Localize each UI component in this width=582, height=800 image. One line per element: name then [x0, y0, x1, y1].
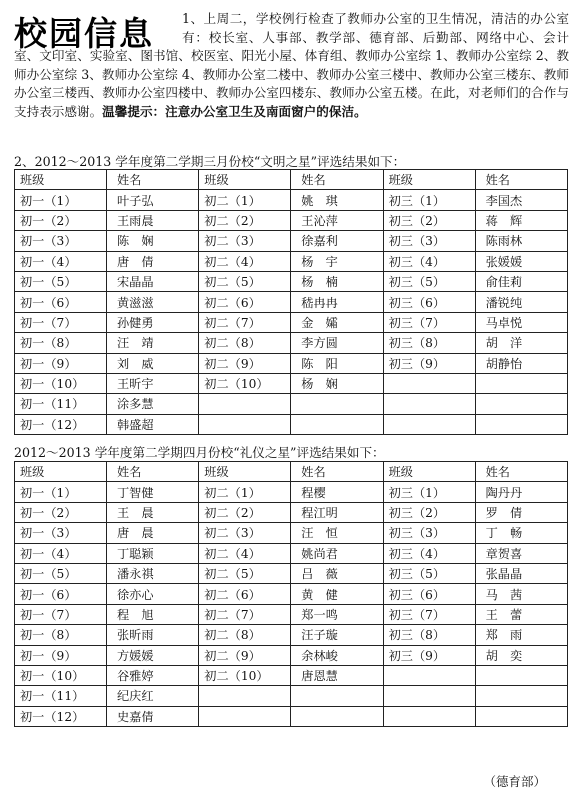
- student-name-cell: 韩盛超: [107, 414, 199, 434]
- class-cell: 初二（10）: [199, 373, 291, 393]
- student-name-cell: 马 茜: [475, 584, 567, 604]
- masthead-title: 校园信息: [14, 14, 154, 53]
- header-name: 姓名: [107, 462, 199, 482]
- class-cell: 初一（11）: [15, 394, 107, 414]
- student-name-cell: 张晶晶: [475, 563, 567, 583]
- student-name-cell: 陶丹丹: [475, 482, 567, 502]
- class-cell: 初一（2）: [15, 210, 107, 230]
- student-name-cell: 吕 薇: [291, 563, 383, 583]
- student-name-cell: 孙健勇: [107, 312, 199, 332]
- student-name-cell: 杨 娴: [291, 373, 383, 393]
- student-name-cell: 黄滋滋: [107, 292, 199, 312]
- notice-body: 1、上周二，学校例行检查了教师办公室的卫生情况，清洁的办公室有：校长室、人事部、教学部、德育部、后勤部、网络中心、会计室、文印室、实验室、图书馆、校医室、阳光小屋、体育组、教师办公室综 1、教师办公室综 2、教师办公室综 3、教师办公室综 4、教师办公室二楼中、教师办公室三楼中、教师办公室三楼东、教师办公室三楼西、教师办公室四楼中、教师办公室四楼东、教师办公室五楼。在此，对老师们的合作与支持表示感谢。: [14, 11, 569, 119]
- student-name-cell: 马卓悦: [475, 312, 567, 332]
- class-cell: 初三（3）: [383, 231, 475, 251]
- class-cell: [383, 665, 475, 685]
- class-cell: 初一（5）: [15, 563, 107, 583]
- header-row: [15, 462, 568, 482]
- header-name: 姓名: [291, 462, 383, 482]
- notice-paragraph: [14, 10, 569, 122]
- student-name-cell: 汪 靖: [107, 333, 199, 353]
- student-name-cell: 俞佳莉: [475, 271, 567, 291]
- class-cell: 初三（5）: [383, 271, 475, 291]
- table-row: [15, 625, 568, 645]
- student-name-cell: 嵇冉冉: [291, 292, 383, 312]
- class-cell: 初三（1）: [383, 190, 475, 210]
- class-cell: 初一（11）: [15, 686, 107, 706]
- class-cell: 初一（9）: [15, 353, 107, 373]
- class-cell: 初二（9）: [199, 353, 291, 373]
- table-row: [15, 271, 568, 291]
- student-name-cell: 谷雅婷: [107, 665, 199, 685]
- header-name: 姓名: [475, 462, 567, 482]
- student-name-cell: [475, 686, 567, 706]
- table-row: [15, 353, 568, 373]
- student-name-cell: 王昕宇: [107, 373, 199, 393]
- student-name-cell: 郑一鸣: [291, 604, 383, 624]
- class-cell: 初二（2）: [199, 210, 291, 230]
- class-cell: [199, 414, 291, 434]
- student-name-cell: 程 旭: [107, 604, 199, 624]
- student-name-cell: [291, 414, 383, 434]
- class-cell: 初一（4）: [15, 543, 107, 563]
- class-cell: 初三（2）: [383, 502, 475, 522]
- student-name-cell: 王 蕾: [475, 604, 567, 624]
- table-row: [15, 523, 568, 543]
- header-name: 姓名: [291, 170, 383, 190]
- student-name-cell: 王 晨: [107, 502, 199, 522]
- table-row: [15, 482, 568, 502]
- table-row: [15, 563, 568, 583]
- student-name-cell: 姚尚君: [291, 543, 383, 563]
- student-name-cell: 姚 琪: [291, 190, 383, 210]
- class-cell: 初二（3）: [199, 231, 291, 251]
- class-cell: 初一（6）: [15, 584, 107, 604]
- class-cell: 初三（9）: [383, 353, 475, 373]
- class-cell: [383, 373, 475, 393]
- class-cell: 初一（10）: [15, 373, 107, 393]
- table-row: [15, 210, 568, 230]
- student-name-cell: 郑 雨: [475, 625, 567, 645]
- student-name-cell: [291, 706, 383, 726]
- student-name-cell: 纪庆红: [107, 686, 199, 706]
- class-cell: 初一（7）: [15, 604, 107, 624]
- class-cell: 初一（2）: [15, 502, 107, 522]
- notice-tip: 温馨提示：注意办公室卫生及南面窗户的保洁。: [102, 103, 367, 119]
- student-name-cell: 方媛媛: [107, 645, 199, 665]
- header-name: 姓名: [475, 170, 567, 190]
- student-name-cell: [475, 394, 567, 414]
- footer-signature: （德育部）: [483, 774, 546, 789]
- class-cell: 初一（1）: [15, 190, 107, 210]
- header-name: 姓名: [107, 170, 199, 190]
- class-cell: 初二（1）: [199, 190, 291, 210]
- student-name-cell: 金 孀: [291, 312, 383, 332]
- table-row: [15, 706, 568, 726]
- class-cell: [383, 414, 475, 434]
- table-row: [15, 231, 568, 251]
- student-name-cell: 徐亦心: [107, 584, 199, 604]
- class-cell: 初三（4）: [383, 251, 475, 271]
- student-name-cell: 徐嘉利: [291, 231, 383, 251]
- student-name-cell: [475, 665, 567, 685]
- student-name-cell: 罗 倩: [475, 502, 567, 522]
- student-name-cell: 刘 威: [107, 353, 199, 373]
- class-cell: 初三（7）: [383, 604, 475, 624]
- class-cell: 初一（4）: [15, 251, 107, 271]
- table-civil-stars: [14, 169, 568, 435]
- class-cell: 初一（7）: [15, 312, 107, 332]
- student-name-cell: 王雨晨: [107, 210, 199, 230]
- class-cell: 初三（9）: [383, 645, 475, 665]
- student-name-cell: 胡 奕: [475, 645, 567, 665]
- header-class: 班级: [383, 462, 475, 482]
- student-name-cell: 陈 娴: [107, 231, 199, 251]
- table-row: [15, 686, 568, 706]
- class-cell: 初一（6）: [15, 292, 107, 312]
- class-cell: 初二（6）: [199, 584, 291, 604]
- student-name-cell: [291, 686, 383, 706]
- class-cell: 初三（1）: [383, 482, 475, 502]
- class-cell: 初三（8）: [383, 333, 475, 353]
- class-cell: 初二（5）: [199, 271, 291, 291]
- class-cell: [199, 686, 291, 706]
- table-row: [15, 292, 568, 312]
- student-name-cell: [475, 373, 567, 393]
- header-class: 班级: [199, 462, 291, 482]
- class-cell: 初二（4）: [199, 251, 291, 271]
- class-cell: 初一（8）: [15, 625, 107, 645]
- student-name-cell: 蒋 辉: [475, 210, 567, 230]
- class-cell: 初二（9）: [199, 645, 291, 665]
- class-cell: 初二（1）: [199, 482, 291, 502]
- student-name-cell: 史嘉倩: [107, 706, 199, 726]
- class-cell: 初一（3）: [15, 231, 107, 251]
- class-cell: 初三（5）: [383, 563, 475, 583]
- table-row: [15, 584, 568, 604]
- table-row: [15, 190, 568, 210]
- header-row: [15, 170, 568, 190]
- student-name-cell: 王沁萍: [291, 210, 383, 230]
- table-row: [15, 645, 568, 665]
- student-name-cell: 宋晶晶: [107, 271, 199, 291]
- table-row: [15, 333, 568, 353]
- student-name-cell: 唐 倩: [107, 251, 199, 271]
- table-etiquette-stars: [14, 461, 568, 727]
- table-row: [15, 414, 568, 434]
- student-name-cell: 丁聪颖: [107, 543, 199, 563]
- class-cell: 初三（4）: [383, 543, 475, 563]
- student-name-cell: 张昕雨: [107, 625, 199, 645]
- class-cell: 初三（7）: [383, 312, 475, 332]
- student-name-cell: 涂多慧: [107, 394, 199, 414]
- student-name-cell: 章贺喜: [475, 543, 567, 563]
- student-name-cell: 丁 畅: [475, 523, 567, 543]
- header-class: 班级: [15, 462, 107, 482]
- class-cell: 初二（3）: [199, 523, 291, 543]
- class-cell: 初三（6）: [383, 584, 475, 604]
- class-cell: 初一（1）: [15, 482, 107, 502]
- student-name-cell: 潘永祺: [107, 563, 199, 583]
- class-cell: 初二（6）: [199, 292, 291, 312]
- header-class: 班级: [15, 170, 107, 190]
- student-name-cell: 陈雨林: [475, 231, 567, 251]
- class-cell: 初一（12）: [15, 706, 107, 726]
- student-name-cell: 杨 宇: [291, 251, 383, 271]
- student-name-cell: 余林峻: [291, 645, 383, 665]
- student-name-cell: 唐 晨: [107, 523, 199, 543]
- student-name-cell: 汪 恒: [291, 523, 383, 543]
- table-row: [15, 373, 568, 393]
- student-name-cell: 程樱: [291, 482, 383, 502]
- student-name-cell: 李方圆: [291, 333, 383, 353]
- student-name-cell: 黄 健: [291, 584, 383, 604]
- header-class: 班级: [199, 170, 291, 190]
- class-cell: 初三（8）: [383, 625, 475, 645]
- student-name-cell: 张媛媛: [475, 251, 567, 271]
- class-cell: 初一（9）: [15, 645, 107, 665]
- class-cell: [199, 706, 291, 726]
- table-row: [15, 543, 568, 563]
- student-name-cell: 叶子弘: [107, 190, 199, 210]
- class-cell: 初二（8）: [199, 625, 291, 645]
- student-name-cell: [475, 706, 567, 726]
- table-row: [15, 665, 568, 685]
- class-cell: 初二（10）: [199, 665, 291, 685]
- table-row: [15, 312, 568, 332]
- student-name-cell: [475, 414, 567, 434]
- class-cell: 初二（4）: [199, 543, 291, 563]
- class-cell: 初一（12）: [15, 414, 107, 434]
- class-cell: [383, 394, 475, 414]
- student-name-cell: 胡 洋: [475, 333, 567, 353]
- student-name-cell: 胡静怡: [475, 353, 567, 373]
- class-cell: 初一（3）: [15, 523, 107, 543]
- class-cell: 初二（2）: [199, 502, 291, 522]
- class-cell: 初三（2）: [383, 210, 475, 230]
- student-name-cell: 杨 楠: [291, 271, 383, 291]
- class-cell: 初二（7）: [199, 604, 291, 624]
- table-row: [15, 502, 568, 522]
- table-row: [15, 394, 568, 414]
- header-class: 班级: [383, 170, 475, 190]
- class-cell: 初二（5）: [199, 563, 291, 583]
- student-name-cell: [291, 394, 383, 414]
- student-name-cell: 唐恩慧: [291, 665, 383, 685]
- student-name-cell: 潘锐纯: [475, 292, 567, 312]
- student-name-cell: 汪子璇: [291, 625, 383, 645]
- student-name-cell: 陈 阳: [291, 353, 383, 373]
- class-cell: 初一（10）: [15, 665, 107, 685]
- star1-heading: 2、2012～2013 学年度第二学期三月份校“文明之星”评选结果如下：: [14, 154, 406, 169]
- class-cell: [383, 706, 475, 726]
- class-cell: [199, 394, 291, 414]
- student-name-cell: 丁智健: [107, 482, 199, 502]
- class-cell: 初三（6）: [383, 292, 475, 312]
- class-cell: 初一（8）: [15, 333, 107, 353]
- student-name-cell: 李国杰: [475, 190, 567, 210]
- class-cell: 初三（3）: [383, 523, 475, 543]
- class-cell: 初二（7）: [199, 312, 291, 332]
- star2-heading: 2012～2013 学年度第二学期四月份校“礼仪之星”评选结果如下：: [14, 445, 385, 460]
- table-row: [15, 251, 568, 271]
- class-cell: [383, 686, 475, 706]
- table-row: [15, 604, 568, 624]
- class-cell: 初一（5）: [15, 271, 107, 291]
- class-cell: 初二（8）: [199, 333, 291, 353]
- student-name-cell: 程江明: [291, 502, 383, 522]
